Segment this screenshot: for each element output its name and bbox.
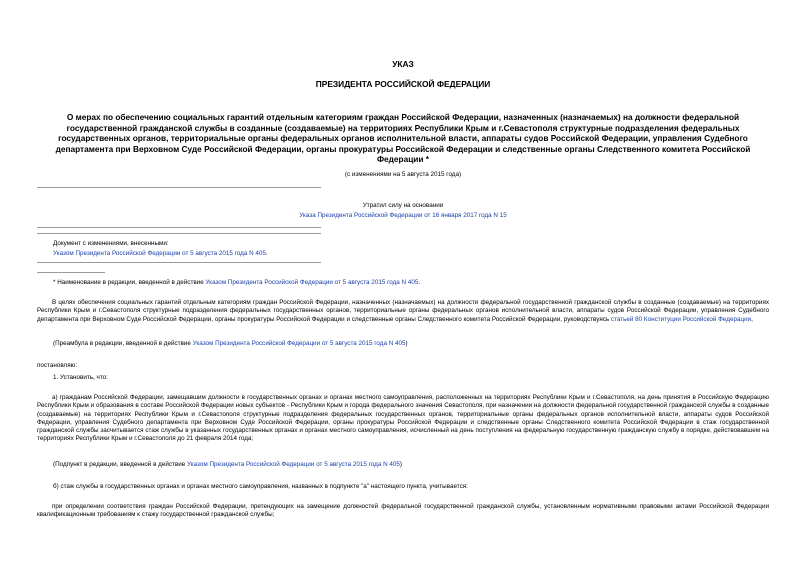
decree-word: постановляю: [37, 362, 78, 369]
preamble-text: В целях обеспечения социальных гарантий отдельным категориям граждан Российской Федерации, назначенных (назначаемых) на должности федеральной государственной гражданской службы в созданные (создаваемые) на территориях Республики Крым и г.Севастополя структурные подразделения федеральных государственных органов, территориальные органы федеральных органов исполнительной власти, аппараты судов Российской Федерации, управления Судебного департамента при Верховном Суде Российской Федерации, органы прокуратуры Российской Федерации и следственные органы Следственного комитета Российской Федерации, руководствуясь [37, 299, 769, 323]
item-b: б) стаж службы в государственных органах и органах местного самоуправления, названных в подпункте "а" настоящего пункта, учитывается: [53, 483, 468, 490]
repealed-link-line [37, 212, 769, 220]
preamble-note-tail: ) [405, 340, 408, 347]
footnote-link[interactable]: Указом Президента Российской Федерации от 5 августа 2015 года N 405 [205, 279, 419, 286]
doc-type-heading: УКАЗ [392, 59, 414, 69]
issuer-heading: ПРЕЗИДЕНТА РОССИЙСКОЙ ФЕДЕРАЦИИ [315, 79, 491, 89]
repealed-link[interactable]: Указа Президента Российской Федерации от 16 января 2017 года N 15 [299, 212, 507, 219]
item-a-note-tail: ) [399, 461, 402, 468]
changes-note: (с изменениями на 5 августа 2015 года) [344, 171, 462, 178]
divider [37, 262, 321, 263]
document-page [37, 0, 769, 571]
divider [37, 233, 321, 234]
document-title: О мерах по обеспечению социальных гарантий отдельным категориям граждан Российской Федерации, назначенных (назначаемых) на должности федеральной государственной гражданской службы в созданные (создаваемые) на территориях Республики Крым и г.Севастополя структурные подразделения федеральных государственных органов, территориальные органы федеральных органов исполнительной власти, аппараты судов Российской Федерации, управления Судебного департамента при Верховном Суде Российской Федерации, органы прокуратуры Российской Федерации и следственные органы Следственного комитета Российской Федерации * [55, 112, 751, 165]
item-a-note [53, 461, 402, 469]
amended-doc-link[interactable]: Указом Президента Российской Федерации от 5 августа 2015 года N 405 [53, 250, 266, 257]
amended-doc-label: Документ с изменениями, внесенными: [53, 240, 169, 247]
amended-doc-line [53, 250, 268, 258]
item-a-note-prefix: (Подпункт в редакции, введенной в действие [53, 461, 188, 468]
footnote [53, 279, 420, 287]
constitution-link[interactable]: статьей 80 Конституции Российской Федерации [610, 315, 752, 323]
preamble-note-link[interactable]: Указом Президента Российской Федерации от 5 августа 2015 года N 405 [192, 340, 406, 347]
amended-doc-tail: . [265, 250, 268, 257]
item-a-note-link[interactable]: Указом Президента Российской Федерации от 5 августа 2015 года N 405 [187, 461, 400, 468]
footnote-divider [37, 272, 105, 273]
preamble-tail: , [751, 315, 753, 323]
preamble-note-prefix: (Преамбула в редакции, введенной в действие [53, 340, 193, 347]
preamble-paragraph [37, 299, 769, 324]
preamble-note [53, 340, 408, 348]
footnote-tail: . [418, 279, 421, 286]
item-a-paragraph: а) гражданам Российской Федерации, замещавшим должности в государственных органах и органах местного самоуправления, расположенных на территориях Республики Крым и г.Севастополя, на день принятия в Российскую Федерацию Республики Крым и образования в составе Российской Федерации новых субъектов - Республики Крым и города федерального значения Севастополя, при назначении на должности федеральной государственной гражданской службы в созданные (создаваемые) на территориях Республики Крым и г.Севастополя структурные подразделения федеральных государственных органов, территориальные органы федеральных органов исполнительной власти, аппараты судов Российской Федерации, управления Судебного департамента при Верховном Суде Российской Федерации, органы прокуратуры Российской Федерации и следственные органы Следственного комитета Российской Федерации в стаж государственной гражданской службы засчитывается стаж службы в указанных государственных органах и органах местного самоуправления, исчисленный на день поступления на федеральную государственную гражданскую службу в порядке, действовавшем на территориях Республики Крым и г.Севастополя до 21 февраля 2014 года; [37, 394, 769, 443]
item-b-1-paragraph: при определении соответствия граждан Российской Федерации, претендующих на замещение должностей федеральной государственной гражданской службы, установленным нормативными правовыми актами Российской Федерации квалификационным требованиям к стажу государственной гражданской службы; [37, 503, 769, 519]
item-1: 1. Установить, что: [53, 374, 108, 381]
repealed-text: Утратил силу на основании [362, 202, 444, 209]
divider [37, 187, 321, 188]
footnote-prefix: * Наименование в редакции, введенной в действие [53, 279, 206, 286]
divider [37, 227, 321, 228]
